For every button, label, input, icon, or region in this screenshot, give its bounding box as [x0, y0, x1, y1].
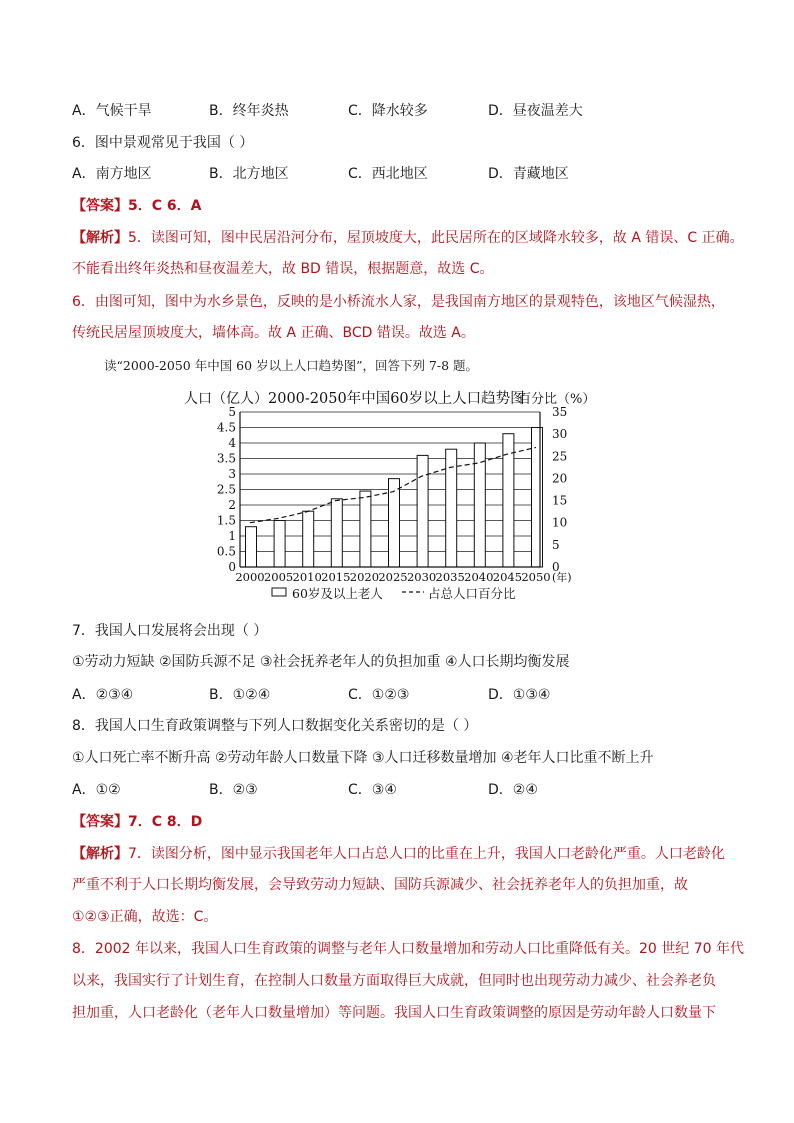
right-tick-label: 0 — [552, 560, 560, 574]
right-tick-label: 5 — [552, 537, 560, 552]
left-tick-label: 2.5 — [216, 482, 236, 497]
x-tick-label: 2005 — [263, 570, 294, 584]
left-tick-label: 4 — [228, 436, 236, 450]
left-tick-label: 0.5 — [216, 544, 236, 559]
legend-bar-swatch — [272, 588, 286, 596]
analysis-2-line-4: 8．2002 年以来，我国人口生育政策的调整与老年人口数量增加和劳动人口比重降低有关。20 世纪 70 年代 — [72, 941, 744, 957]
q7-option-d: D．①③④ — [488, 687, 551, 703]
bar-2020 — [360, 491, 371, 567]
x-tick-label: 2025 — [378, 570, 408, 584]
q7-option-c: C．①②③ — [348, 687, 410, 703]
left-tick-label: 3 — [228, 467, 236, 481]
left-tick-label: 4.5 — [216, 420, 236, 435]
left-tick-label: 0 — [228, 560, 236, 574]
q8-items: ①人口死亡率不断升高 ②劳动年龄人口数量下降 ③人口迁移数量增加 ④老年人口比重不断上升 — [72, 750, 654, 766]
analysis-text: 7．读图分析，图中显示我国老年人口占总人口的比重在上升，我国人口老龄化严重。人口老龄化 — [128, 846, 725, 862]
legend-line-label: 占总人口百分比 — [428, 586, 516, 601]
x-tick-label: 2035 — [435, 570, 465, 584]
right-axis-label: 百分比（%） — [518, 392, 596, 407]
x-tick-label: 2020 — [349, 570, 380, 584]
analysis-2-line-6: 担加重，人口老龄化（老年人口数量增加）等问题。我国人口生育政策调整的原因是劳动年龄人口数量下 — [72, 1005, 716, 1021]
left-tick-label: 2 — [228, 498, 236, 512]
answer-tag: 【答案】 — [72, 814, 128, 830]
analysis-2-line-2: 严重不利于人口长期均衡发展，会导致劳动力短缺、国防兵源减少、社会抚养老年人的负担加重，故 — [72, 877, 688, 893]
right-tick-label: 15 — [552, 493, 568, 508]
q5-option-d: D．昼夜温差大 — [488, 103, 583, 119]
bar-2050 — [532, 428, 543, 568]
q8-option-d: D．②④ — [488, 782, 538, 798]
analysis-1-line-3: 6．由图可知，图中为水乡景色，反映的是小桥流水人家，是我国南方地区的景观特色，该地区气候湿热， — [72, 294, 725, 310]
x-tick-label: 2015 — [321, 570, 351, 584]
chart-bars — [246, 428, 543, 568]
analysis-2-line-5: 以来，我国实行了计划生育，在控制人口数量方面取得巨大成就，但同时也出现劳动力减少、社会养老负 — [72, 973, 716, 989]
analysis-tag: 【解析】 — [72, 230, 128, 246]
q5-option-b: B．终年炎热 — [209, 103, 289, 119]
legend-bar-label: 60岁及以上老人 — [292, 586, 383, 601]
q8-option-b: B．②③ — [209, 782, 258, 798]
bar-2005 — [274, 521, 285, 568]
left-tick-label: 1.5 — [216, 513, 236, 528]
q7-option-b: B．①②④ — [209, 687, 271, 703]
left-tick-label: 5 — [228, 405, 236, 419]
left-tick-label: 1 — [228, 529, 236, 543]
x-tick-label: 2000 — [235, 570, 265, 584]
analysis-tag: 【解析】 — [72, 846, 128, 862]
q7-stem: 7．我国人口发展将会出现（ ） — [72, 623, 268, 639]
q8-stem: 8．我国人口生育政策调整与下列人口数据变化关系密切的是（ ） — [72, 718, 478, 734]
q6-stem: 6．图中景观常见于我国（ ） — [72, 135, 254, 151]
q6-option-a: A．南方地区 — [72, 166, 152, 182]
bar-2030 — [417, 455, 428, 567]
q5-option-c: C．降水较多 — [348, 103, 428, 119]
right-tick-label: 35 — [552, 405, 568, 419]
x-unit-label: (年) — [552, 571, 572, 584]
q8-option-c: C．③④ — [348, 782, 397, 798]
bar-2045 — [503, 434, 514, 567]
x-tick-label: 2045 — [492, 570, 523, 584]
bar-2015 — [331, 499, 342, 567]
answer-text: 7．C 8．D — [128, 814, 203, 830]
chart-title: 2000-2050年中国60岁以上人口趋势图 — [268, 391, 525, 407]
left-axis-label: 人口（亿人） — [184, 391, 268, 407]
answer-text: 5．C 6．A — [128, 198, 202, 214]
right-tick-label: 10 — [552, 515, 568, 530]
x-tick-label: 2010 — [292, 570, 322, 584]
analysis-2-line-3: ①②③正确，故选：C。 — [72, 909, 218, 925]
answer-block-2 — [72, 812, 202, 832]
q5-option-a: A．气候干旱 — [72, 103, 152, 119]
q6-option-d: D．青藏地区 — [488, 166, 569, 182]
q8-option-a: A．①② — [72, 782, 121, 798]
analysis-text: 5．读图可知，图中民居沿河分布，屋顶坡度大，此民居所在的区域降水较多，故 A 错误、C 正确。 — [128, 230, 744, 246]
q6-option-c: C．西北地区 — [348, 166, 428, 182]
q7-items: ①劳动力短缺 ②国防兵源不足 ③社会抚养老年人的负担加重 ④人口长期均衡发展 — [72, 654, 570, 670]
analysis-1-line-2: 不能看出终年炎热和昼夜温差大，故 BD 错误，根据题意，故选 C。 — [72, 261, 494, 277]
analysis-1-line-1 — [72, 228, 744, 248]
chart-intro: 读“2000-2050 年中国 60 岁以上人口趋势图”，回答下列 7-8 题。 — [104, 358, 479, 373]
x-tick-label: 2030 — [406, 570, 437, 584]
analysis-2-line-1 — [72, 844, 725, 864]
x-tick-label: 2050 — [521, 570, 551, 584]
chart-legend — [272, 586, 516, 601]
population-trend-chart — [180, 385, 600, 607]
right-tick-label: 25 — [552, 449, 568, 464]
analysis-1-line-4: 传统民居屋顶坡度大，墙体高。故 A 正确、BCD 错误。故选 A。 — [72, 325, 475, 341]
q7-option-a: A．②③④ — [72, 687, 134, 703]
q6-option-b: B．北方地区 — [209, 166, 289, 182]
left-tick-label: 3.5 — [216, 451, 236, 466]
bar-2010 — [303, 511, 314, 567]
x-tick-label: 2040 — [464, 570, 494, 584]
right-tick-label: 20 — [552, 471, 568, 486]
answer-block-1 — [72, 196, 201, 216]
right-tick-label: 30 — [552, 427, 568, 442]
answer-tag: 【答案】 — [72, 198, 128, 214]
bar-2000 — [246, 527, 257, 567]
